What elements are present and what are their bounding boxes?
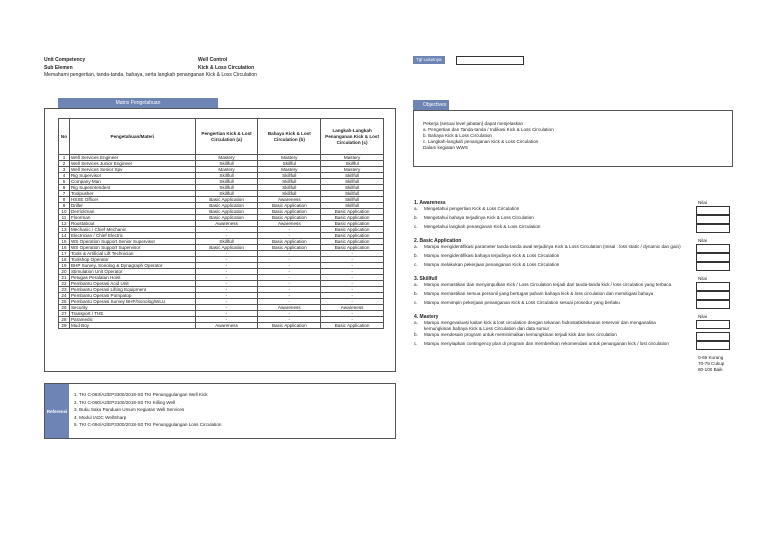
score-input[interactable] — [696, 253, 730, 262]
cell-b: - — [258, 287, 321, 293]
column-header-no: No — [59, 119, 70, 155]
cell-no: 8 — [59, 197, 70, 203]
assessment-criteria — [414, 200, 744, 373]
scale-line: 0-69 Kurang — [698, 355, 724, 360]
cell-item: Floorman — [69, 215, 195, 221]
assessment-section — [414, 276, 744, 309]
cell-b: Basic Application — [258, 245, 321, 251]
criteria-item — [414, 244, 744, 253]
column-header-a: Pengertian Kick & Lost Circulation (a) — [195, 119, 258, 155]
score-input[interactable] — [696, 332, 730, 341]
cell-item: BHP Survey, Sonolog & Dynagraph Operator — [69, 263, 195, 269]
item-key: c. — [414, 262, 418, 267]
cell-b: Skillfull — [258, 173, 321, 179]
cell-no: 23 — [59, 287, 70, 293]
nilai-label: Nilai — [698, 238, 707, 243]
cell-no: 19 — [59, 263, 70, 269]
cell-c: Skillful — [321, 161, 384, 167]
item-key: a. — [414, 206, 418, 211]
cell-c: Basic Application — [321, 221, 384, 227]
item-key: b. — [414, 215, 418, 220]
cell-b: Skillfull — [258, 191, 321, 197]
cell-b: - — [258, 281, 321, 287]
score-input[interactable] — [696, 206, 730, 215]
score-input[interactable] — [696, 224, 730, 233]
cell-item: Toolshop Operator — [69, 257, 195, 263]
score-input[interactable] — [696, 320, 730, 329]
table-row — [59, 245, 384, 251]
cell-a: Skillfull — [195, 191, 258, 197]
cell-no: 24 — [59, 293, 70, 299]
cell-b: - — [258, 263, 321, 269]
cell-c: - — [321, 293, 384, 299]
cell-c: - — [321, 263, 384, 269]
cell-a: - — [195, 299, 258, 305]
cell-c: - — [321, 275, 384, 281]
cell-no: 11 — [59, 215, 70, 221]
cell-item: HSSE Officer — [69, 197, 195, 203]
cell-no: 27 — [59, 311, 70, 317]
cell-a: Mastery — [195, 167, 258, 173]
cell-c: Skillfull — [321, 197, 384, 203]
nilai-label: Nilai — [698, 314, 707, 319]
sub-element-value: Kick & Loss Circulation — [198, 65, 255, 71]
cell-a: Basic Application — [195, 209, 258, 215]
cell-b: Mastery — [258, 167, 321, 173]
cell-a: Basic Application — [195, 245, 258, 251]
matrix-title: Matrix Pengetahuan — [58, 98, 218, 108]
cell-c: Basic Application — [321, 245, 384, 251]
objective-line: c. Langkah-langkah penanganan Kick & Loss Circulation — [423, 139, 539, 144]
cell-no: 12 — [59, 221, 70, 227]
cell-b: Awareness — [258, 221, 321, 227]
objective-line: b. Bahaya Kick & Loss Circulation — [423, 133, 492, 138]
item-text: Mengetahui bahaya terjadinya Kick & Loss Circulation — [424, 215, 534, 220]
cell-a: Skillfull — [195, 161, 258, 167]
cell-b: - — [258, 233, 321, 239]
item-text: Mampu mendesain program untuk meminimalkan kemungkinan terjadi kick dan loss circulation — [424, 332, 617, 337]
cell-c: - — [321, 281, 384, 287]
cell-no: 7 — [59, 191, 70, 197]
cell-no: 6 — [59, 185, 70, 191]
cell-c: Basic Application — [321, 215, 384, 221]
item-key: a. — [414, 320, 418, 325]
cell-item: Mechanic / Chief Mechanic — [69, 227, 195, 233]
cell-item: Transport / THE — [69, 311, 195, 317]
sub-element-label: Sub Elemen — [44, 65, 73, 71]
objective-line: Dalam kegiatan WWS — [423, 145, 468, 150]
cell-item: Toolpusher — [69, 191, 195, 197]
cell-item: Roustabout — [69, 221, 195, 227]
cell-a: Basic Application — [195, 203, 258, 209]
cell-b: - — [258, 227, 321, 233]
criteria-item — [414, 215, 744, 224]
cell-c: Skillfull — [321, 185, 384, 191]
cell-c: - — [321, 311, 384, 317]
item-text: Mampu mengevaluasi kaitan kick & lost circulation dengan tekanan hidrostatik/tekanan reservoir dan menganalisa kemungkinan bahaya Kick & Loss Circulation dari data sumur — [424, 320, 656, 331]
score-input[interactable] — [696, 262, 730, 271]
cell-item: Tools & Artificial Lift Technician — [69, 251, 195, 257]
cell-no: 20 — [59, 269, 70, 275]
objectives-list — [423, 121, 554, 151]
cell-b: - — [258, 251, 321, 257]
item-key: c. — [414, 341, 418, 346]
cell-c: - — [321, 269, 384, 275]
cell-no: 4 — [59, 173, 70, 179]
score-input[interactable] — [696, 244, 730, 253]
cell-a: Awareness — [195, 221, 258, 227]
cell-a: - — [195, 317, 258, 323]
cell-item: WS Operation Support Supervisor — [69, 245, 195, 251]
column-header-c: Langkah-Langkah Penanganan Kick & Lost Circulation (c) — [321, 119, 384, 155]
section-title: 2. Basic Application — [414, 238, 462, 244]
table-row — [59, 239, 384, 245]
cell-b: - — [258, 275, 321, 281]
scale-line: 70-79 Cukup — [698, 361, 725, 366]
score-scale — [698, 355, 744, 373]
cell-no: 3 — [59, 167, 70, 173]
cell-a: Skillfull — [195, 179, 258, 185]
item-text: Mampu memastikan semua personil yang bertugas paham bahaya kick & loss circulation dan memitigasi bahaya — [424, 291, 654, 296]
cell-b: Basic Application — [258, 209, 321, 215]
cell-item: Well Services Senior Spv — [69, 167, 195, 173]
cell-b: Skillfull — [258, 179, 321, 185]
cell-c: - — [321, 317, 384, 323]
cell-b: Awareness — [258, 197, 321, 203]
cell-item: Stimulation Unit Operator — [69, 269, 195, 275]
criteria-item — [414, 291, 744, 300]
cell-item: Well Services Junior Engineer — [69, 161, 195, 167]
cell-item: Derrickman — [69, 209, 195, 215]
unit-value: Well Control — [198, 57, 228, 63]
cell-a: - — [195, 263, 258, 269]
cell-b: Basic Application — [258, 323, 321, 329]
cell-a: - — [195, 293, 258, 299]
cell-b: - — [258, 299, 321, 305]
nilai-label: Nilai — [698, 200, 707, 205]
cell-item: Pembantu Operasi Survey BHP/Sonolog/WLU — [69, 299, 195, 305]
cell-c: - — [321, 299, 384, 305]
scale-line: 80-100 Baik — [698, 367, 723, 372]
section-title: 1. Awareness — [414, 200, 446, 206]
cell-a: - — [195, 269, 258, 275]
cell-c: Skillfull — [321, 173, 384, 179]
cell-no: 13 — [59, 227, 70, 233]
cell-no: 29 — [59, 323, 70, 329]
cell-b: Skillful — [258, 161, 321, 167]
cell-no: 2 — [59, 161, 70, 167]
reference-item: 2. TKI C-090/A2/EP3100/2018-S0 TKI Killing Well — [74, 399, 176, 405]
cell-item: Rig Supervisor — [69, 173, 195, 179]
cell-item: Pembantu Operasi Lifting Equipment — [69, 287, 195, 293]
cell-no: 22 — [59, 281, 70, 287]
cell-no: 1 — [59, 155, 70, 161]
reference-panel — [44, 383, 396, 439]
cell-c: - — [321, 251, 384, 257]
cell-item: Driller — [69, 203, 195, 209]
cell-no: 10 — [59, 209, 70, 215]
criteria-item — [414, 253, 744, 262]
objectives-title: Objectives — [413, 100, 449, 110]
item-text: Mengetahui langkah penanganan Kick & Loss Circulation — [424, 224, 541, 229]
cell-c: Basic Application — [321, 227, 384, 233]
cell-a: Basic Application — [195, 215, 258, 221]
cell-b: Awareness — [258, 305, 321, 311]
cell-item: Company Man — [69, 179, 195, 185]
cell-no: 14 — [59, 233, 70, 239]
cell-no: 28 — [59, 317, 70, 323]
cell-a: Skillfull — [195, 239, 258, 245]
cell-a: Skillfull — [195, 185, 258, 191]
reference-list — [74, 391, 221, 429]
cell-item: Rig Superintendent — [69, 185, 195, 191]
cell-a: - — [195, 251, 258, 257]
nilai-label: Nilai — [698, 276, 707, 281]
item-key: c. — [414, 300, 418, 305]
cell-no: 9 — [59, 203, 70, 209]
assessment-section — [414, 200, 744, 233]
cell-no: 5 — [59, 179, 70, 185]
date-field[interactable] — [456, 56, 524, 65]
cell-a: - — [195, 287, 258, 293]
cell-no: 25 — [59, 299, 70, 305]
cell-c: Skillfull — [321, 191, 384, 197]
cell-a: Awareness — [195, 323, 258, 329]
competency-matrix-table — [58, 118, 384, 329]
assessment-section — [414, 314, 744, 350]
item-text: Mampu memastikan dan menyimpulkan Kick / Loss Circulation terjadi dari tanda-tanda kick / loss circulation yang terbaca — [424, 282, 672, 287]
item-text: Mampu mengidentifikasi bahaya terjadinya Kick & Loss Circulation — [424, 253, 560, 258]
cell-a: - — [195, 311, 258, 317]
criteria-item — [414, 262, 744, 271]
item-key: b. — [414, 332, 418, 337]
reference-item: 1. TKI C-083/A2/EP3300/2018-S0 TKI Penanggulangan Well Kick — [74, 392, 208, 397]
cell-c: Mastery — [321, 155, 384, 161]
cell-b: Basic Application — [258, 203, 321, 209]
cell-item: Pembantu Operasi Acid Unit — [69, 281, 195, 287]
cell-c: Awareness — [321, 305, 384, 311]
score-input[interactable] — [696, 291, 730, 300]
criteria-item — [414, 320, 744, 332]
cell-a: - — [195, 281, 258, 287]
objective-line: a. Pengertian dan Tanda-tanda / Indikasi Kick & Loss Circulation — [423, 127, 554, 132]
item-key: b. — [414, 253, 418, 258]
criteria-item — [414, 224, 744, 233]
cell-c: Skillfull — [321, 203, 384, 209]
cell-a: - — [195, 227, 258, 233]
item-text: Mampu menyiapkan contingency plan di program dan memberikan rekomendasi untuk penanganan kick / lost circulation — [424, 341, 669, 346]
reference-item: 4. Modul IADC WellSharp — [74, 414, 127, 420]
cell-b: Mastery — [258, 155, 321, 161]
cell-b: - — [258, 293, 321, 299]
cell-b: - — [258, 317, 321, 323]
item-text: Mampu mengidentifikasi parameter tanda-tanda awal terjadinya Kick & Loss Circulation (misal : loss static / dynamic dan gain) — [424, 244, 681, 249]
element-description: Memahami pengertian, tanda-tanda, bahaya, serta langkah penanganan Kick & Loss Circulation — [44, 72, 257, 78]
cell-item: Security — [69, 305, 195, 311]
objectives-panel — [413, 110, 733, 167]
item-key: c. — [414, 224, 418, 229]
criteria-item — [414, 300, 744, 309]
item-key: a. — [414, 282, 418, 287]
cell-item: Well Services Engineer — [69, 155, 195, 161]
column-header-b: Bahaya Kick & Lost Circulation (b) — [258, 119, 321, 155]
criteria-item — [414, 341, 744, 350]
item-key: b. — [414, 291, 418, 296]
cell-no: 21 — [59, 275, 70, 281]
cell-b: Skillfull — [258, 185, 321, 191]
cell-item: Pembantu Operasi Pompatop — [69, 293, 195, 299]
criteria-item — [414, 282, 744, 291]
cell-item: WS Operation Support Senior Supervisor — [69, 239, 195, 245]
criteria-item — [414, 206, 744, 215]
section-title: 3. Skillfull — [414, 276, 438, 282]
cell-a: - — [195, 233, 258, 239]
cell-a: Skillfull — [195, 173, 258, 179]
item-text: Mampu melakukan pekerjaan penanganan Kick & Loss Circulation — [424, 262, 560, 267]
cell-no: 18 — [59, 257, 70, 263]
item-text: Mengetahui pengertian Kick & Loss Circulation — [424, 206, 520, 211]
cell-b: - — [258, 257, 321, 263]
column-header-item: Pengetahuan/Materi — [69, 119, 195, 155]
cell-a: - — [195, 257, 258, 263]
cell-item: Electrician / Chief Electric — [69, 233, 195, 239]
cell-no: 15 — [59, 239, 70, 245]
score-input[interactable] — [696, 341, 730, 350]
cell-a: Mastery — [195, 155, 258, 161]
cell-b: - — [258, 269, 321, 275]
cell-c: Skillfull — [321, 179, 384, 185]
cell-b: - — [258, 311, 321, 317]
reference-item: 3. Buku Saku Panduan Umum Kegiatan Well Services — [74, 407, 185, 412]
reference-item: 5. TKI C-094/A2/EP3300/2018-S0 TKI Penanggulangan Loss Circulation — [74, 422, 222, 427]
cell-a: Basic Application — [195, 197, 258, 203]
reference-label: Referensi — [45, 384, 69, 438]
cell-c: Basic Application — [321, 209, 384, 215]
cell-b: Basic Application — [258, 215, 321, 221]
cell-item: Petugas Peralatan Hoist — [69, 275, 195, 281]
cell-a: - — [195, 275, 258, 281]
cell-no: 26 — [59, 305, 70, 311]
item-key: a. — [414, 244, 418, 249]
cell-c: Basic Application — [321, 233, 384, 239]
cell-item: Paramedic — [69, 317, 195, 323]
date-label: Tgl Lulusnya — [413, 56, 445, 64]
item-text: Mampu memimpin pekerjaan penanganan Kick & Loss Circulation sesuai prosedur yang berlaku — [424, 300, 620, 305]
cell-no: 17 — [59, 251, 70, 257]
table-row — [59, 323, 384, 329]
cell-c: - — [321, 257, 384, 263]
section-title: 4. Mastery — [414, 314, 439, 320]
cell-c: Basic Application — [321, 323, 384, 329]
score-input[interactable] — [696, 282, 730, 291]
cell-a: - — [195, 305, 258, 311]
objective-line: Pekerja (sesuai level jabatan) dapat menjelaskan : — [423, 121, 526, 126]
assessment-section — [414, 238, 744, 271]
score-input[interactable] — [696, 215, 730, 224]
criteria-item — [414, 332, 744, 341]
cell-c: Mastery — [321, 167, 384, 173]
cell-c: Basic Application — [321, 239, 384, 245]
cell-b: Basic Application — [258, 239, 321, 245]
unit-label: Unit Competency — [44, 57, 86, 63]
cell-no: 16 — [59, 245, 70, 251]
score-input[interactable] — [696, 300, 730, 309]
cell-item: Mud Boy — [69, 323, 195, 329]
cell-c: - — [321, 287, 384, 293]
